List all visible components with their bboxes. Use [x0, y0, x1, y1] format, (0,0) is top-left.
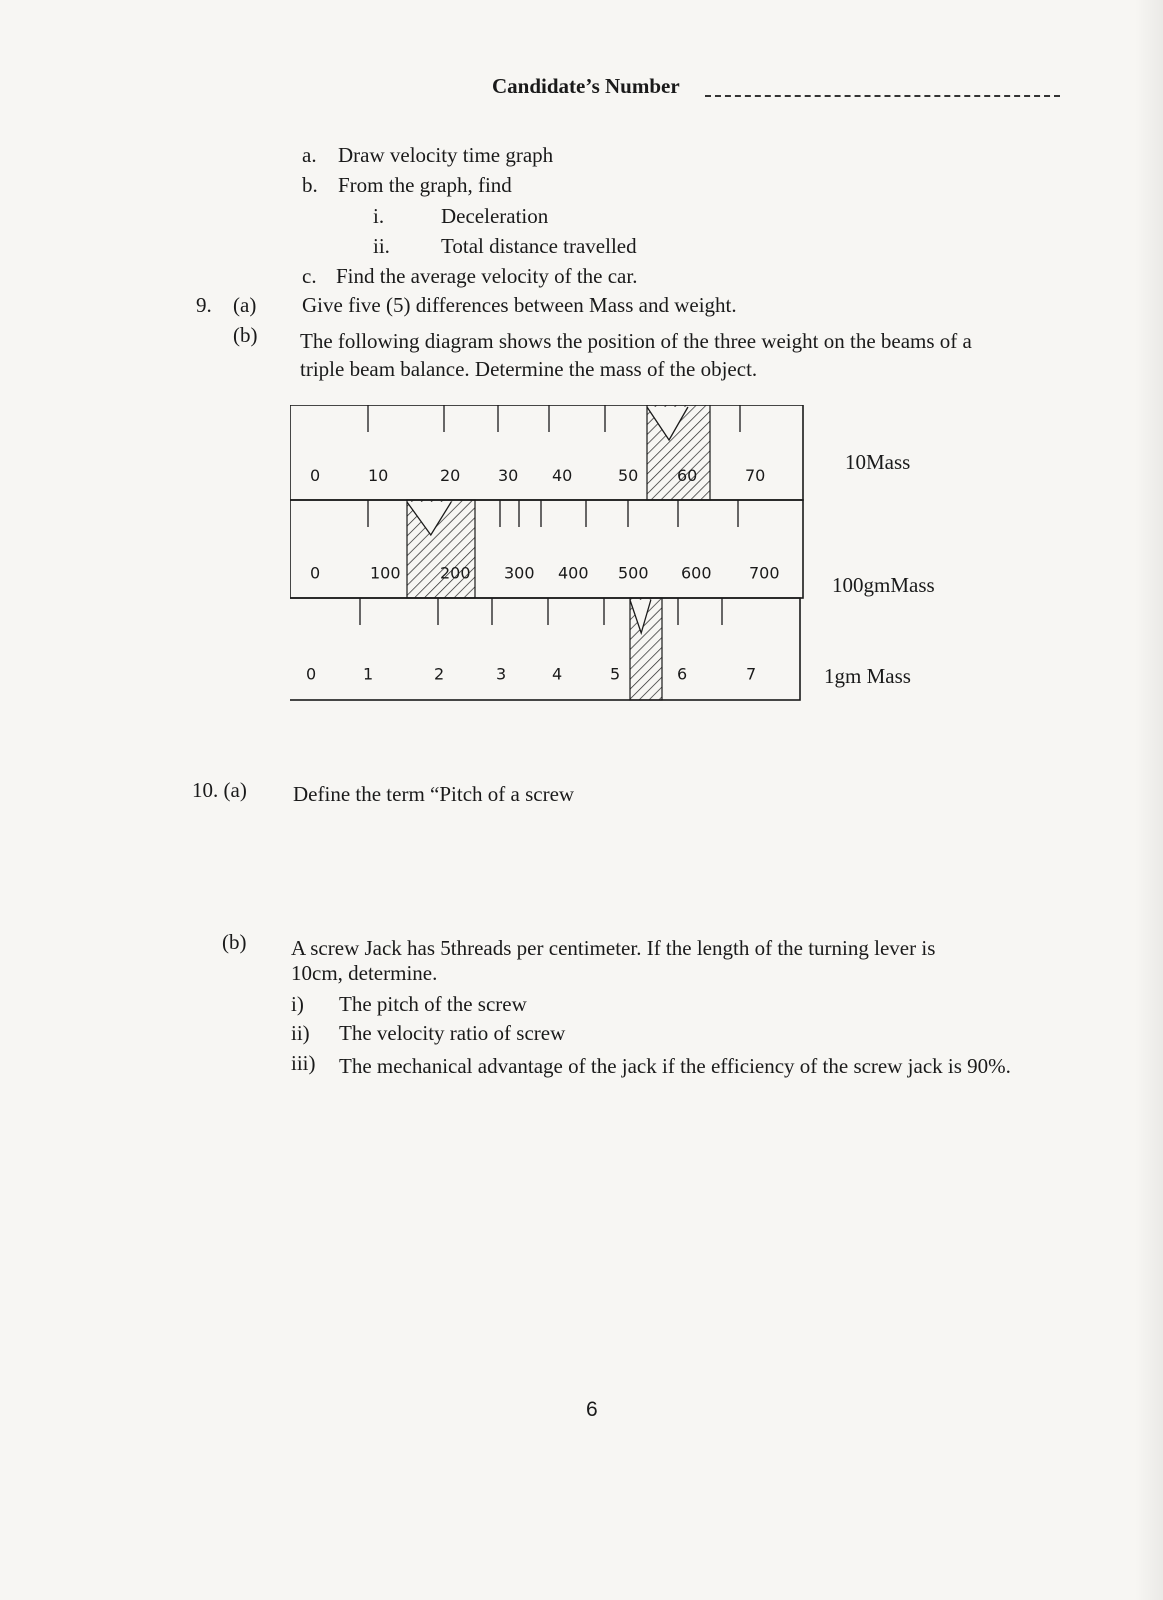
beam-2-scale-label-7: 7	[746, 664, 757, 684]
q10-b-text-line2: 10cm, determine.	[291, 961, 438, 985]
q10-a-number: 10. (a)	[192, 778, 247, 802]
beam-0-scale-label-6: 60	[677, 466, 698, 485]
beam-label-100gmmass: 100gmMass	[832, 573, 935, 597]
q10-b-iii-marker: iii)	[291, 1051, 316, 1075]
beam-0-scale-label-7: 70	[745, 466, 766, 485]
beam-1-scale-label-1: 100	[370, 563, 401, 583]
q10-b-iii-text: The mechanical advantage of the jack if the efficiency of the screw jack is 90%.	[339, 1054, 1011, 1078]
q9-a-text: Give five (5) differences between Mass and weight.	[302, 293, 737, 317]
q8-b-ii-text: Total distance travelled	[441, 234, 637, 258]
candidate-number-label: Candidate’s Number	[492, 74, 680, 98]
beam-2-scale-label-0: 0	[306, 664, 317, 684]
q8-b-ii-marker: ii.	[373, 234, 390, 258]
beam-label-1gmmass: 1gm Mass	[824, 664, 911, 688]
q8-c-text: Find the average velocity of the car.	[336, 264, 638, 288]
beam-0-scale-label-1: 10	[368, 466, 389, 485]
q9-a-marker: (a)	[233, 293, 257, 317]
q8-b-marker: b.	[302, 173, 318, 197]
page-number: 6	[586, 1398, 598, 1421]
q10-b-i-marker: i)	[291, 992, 304, 1016]
q10-b-marker: (b)	[222, 930, 247, 954]
q10-b-ii-text: The velocity ratio of screw	[339, 1021, 566, 1045]
beam-2-scale-label-5: 5	[610, 664, 621, 684]
beam-1-scale-label-3: 300	[504, 563, 535, 583]
q8-b-i-marker: i.	[373, 204, 385, 228]
scan-edge-shadow	[1135, 0, 1163, 1600]
beam-2-scale-label-1: 1	[363, 664, 374, 684]
beam-0-scale-label-5: 50	[618, 466, 639, 485]
q8-c-marker: c.	[302, 264, 317, 288]
q8-a-marker: a.	[302, 143, 317, 167]
q10-b-text-line1: A screw Jack has 5threads per centimeter. If the length of the turning lever is	[291, 936, 936, 960]
q9-b-text-line1: The following diagram shows the position of the three weight on the beams of a	[300, 329, 972, 353]
beam-1-scale-label-2: 200	[440, 563, 471, 583]
beam-1-scale-label-0: 0	[310, 563, 321, 583]
beam-0-frame	[290, 405, 803, 500]
beam-0-scale-label-3: 30	[498, 466, 519, 485]
beam-2-frame	[290, 598, 800, 700]
q10-b-i-text: The pitch of the screw	[339, 992, 527, 1016]
beam-1-scale-label-4: 400	[558, 563, 589, 583]
triple-beam-balance-diagram	[290, 405, 820, 715]
beam-0-scale-label-4: 40	[552, 466, 573, 485]
beam-1-scale-label-5: 500	[618, 563, 649, 583]
candidate-number-blank-line	[705, 95, 1060, 97]
beam-0-scale-label-2: 20	[440, 466, 461, 485]
q8-a-text: Draw velocity time graph	[338, 143, 554, 167]
beam-label-10mass: 10Mass	[845, 450, 911, 474]
beam-1-scale-label-7: 700	[749, 563, 780, 583]
q9-number: 9.	[196, 293, 212, 317]
q10-b-ii-marker: ii)	[291, 1021, 310, 1045]
beam-1-scale-label-6: 600	[681, 563, 712, 583]
q8-b-i-text: Deceleration	[441, 204, 549, 228]
beam-2-scale-label-4: 4	[552, 664, 563, 684]
beam-2-scale-label-3: 3	[496, 664, 507, 684]
q8-b-text: From the graph, find	[338, 173, 512, 197]
beam-1-frame	[290, 500, 803, 598]
q9-b-text-line2: triple beam balance. Determine the mass of the object.	[300, 357, 758, 381]
q9-b-marker: (b)	[233, 323, 258, 347]
beam-2-scale-label-6: 6	[677, 664, 688, 684]
beam-2-scale-label-2: 2	[434, 664, 445, 684]
q10-a-text: Define the term “Pitch of a screw	[293, 782, 575, 806]
beam-0-scale-label-0: 0	[310, 466, 321, 485]
